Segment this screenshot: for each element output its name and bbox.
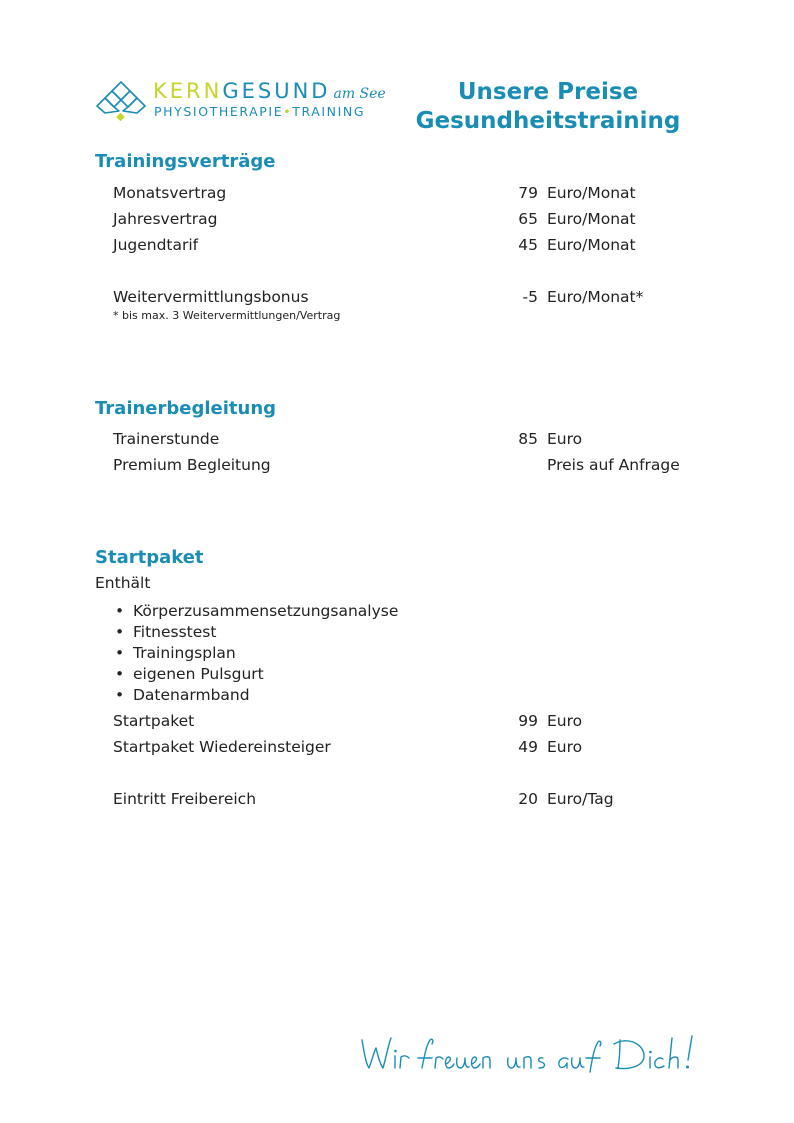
price-label: Eintritt Freibereich — [113, 790, 257, 808]
section-heading-trainer: Trainerbegleitung — [95, 398, 277, 419]
logo-word-kern: KERN — [153, 79, 223, 103]
price-value: 79 — [518, 184, 538, 202]
logo-tagline-left: PHYSIOTHERAPIE — [154, 104, 284, 119]
section-heading-contracts: Trainingsverträge — [95, 151, 276, 172]
bullet-icon: • — [115, 602, 125, 620]
price-unit: Euro/Monat — [547, 184, 636, 202]
price-value: 99 — [518, 712, 538, 730]
price-unit: Euro/Monat — [547, 210, 636, 228]
price-value: 65 — [518, 210, 538, 228]
list-item — [115, 622, 398, 643]
bullet-icon: • — [115, 623, 125, 641]
starter-intro: Enthält — [95, 574, 151, 592]
brand-logo — [95, 78, 405, 122]
price-label: Weitervermittlungsbonus — [113, 288, 309, 306]
price-unit: Euro/Tag — [547, 790, 614, 808]
slogan-signature — [358, 1030, 703, 1076]
logo-tagline-right: TRAINING — [292, 104, 366, 119]
list-item — [115, 643, 398, 664]
list-item-label: Fitnesstest — [133, 623, 217, 641]
logo-word-gesund: GESUND — [222, 79, 331, 103]
starter-contents-list — [115, 601, 398, 706]
lotus-logo-icon — [95, 78, 147, 122]
list-item-label: Körperzusammensetzungsanalyse — [133, 602, 399, 620]
bullet-icon: • — [115, 665, 125, 683]
price-unit: Euro/Monat — [547, 236, 636, 254]
price-value: 20 — [518, 790, 538, 808]
price-value: 85 — [518, 430, 538, 448]
price-label: Startpaket — [113, 712, 195, 730]
list-item — [115, 664, 398, 685]
bullet-icon: • — [115, 686, 125, 704]
price-value: -5 — [522, 288, 538, 306]
price-label: Trainerstunde — [113, 430, 220, 448]
list-item-label: Trainingsplan — [133, 644, 236, 662]
price-value: 49 — [518, 738, 538, 756]
list-item — [115, 685, 398, 706]
price-label: Startpaket Wiedereinsteiger — [113, 738, 331, 756]
section-heading-starter: Startpaket — [95, 547, 204, 568]
logo-tagline-separator: • — [283, 104, 293, 119]
price-unit: Euro/Monat* — [547, 288, 644, 306]
page-title-line2: Gesundheitstraining — [415, 108, 681, 134]
price-label: Premium Begleitung — [113, 456, 271, 474]
price-label: Jahresvertrag — [113, 210, 218, 228]
price-label: Monatsvertrag — [113, 184, 227, 202]
price-unit: Euro — [547, 712, 583, 730]
list-item — [115, 601, 398, 622]
bullet-icon: • — [115, 644, 125, 662]
logo-wordmark — [153, 79, 386, 103]
price-label: Jugendtarif — [113, 236, 199, 254]
price-value: 45 — [518, 236, 538, 254]
price-unit: Euro — [547, 738, 583, 756]
list-item-label: Datenarmband — [133, 686, 250, 704]
logo-tagline — [154, 104, 365, 119]
logo-suffix: am See — [333, 86, 386, 102]
list-item-label: eigenen Pulsgurt — [133, 665, 264, 683]
page-title-line1: Unsere Preise — [457, 79, 639, 105]
price-unit: Preis auf Anfrage — [547, 456, 680, 474]
price-unit: Euro — [547, 430, 583, 448]
footnote: * bis max. 3 Weitervermittlungen/Vertrag — [113, 309, 341, 322]
